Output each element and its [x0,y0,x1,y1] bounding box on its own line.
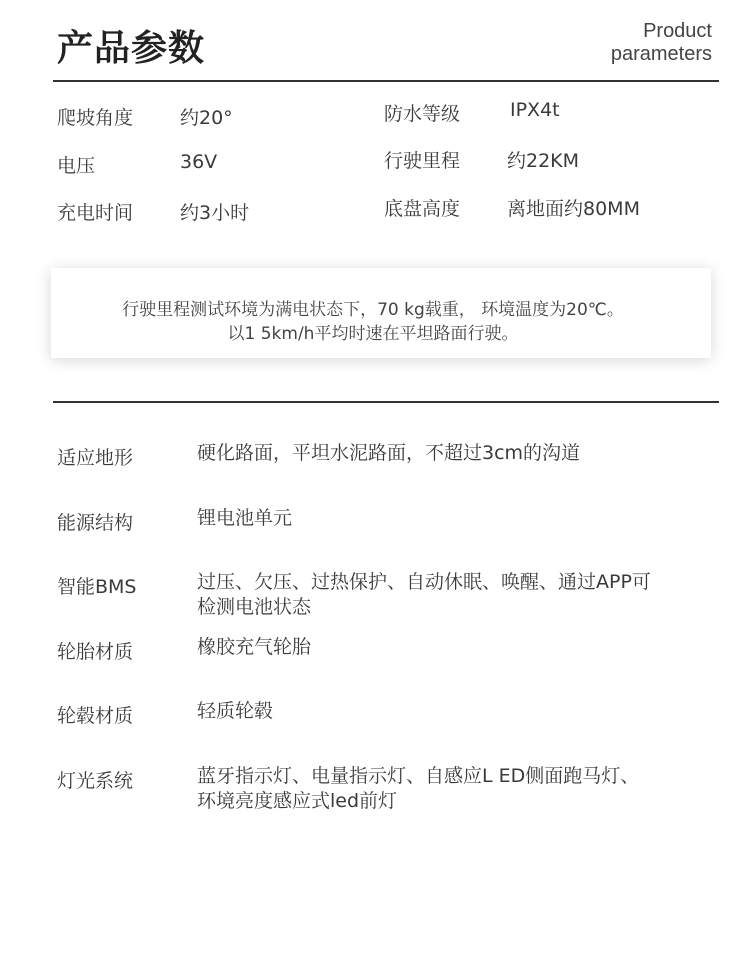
spec-label-waterproof: 防水等级 [384,103,461,125]
spec-label-climb-angle: 爬坡角度 [57,107,134,129]
subtitle-line-2: parameters [610,43,712,65]
feature-value-energy [197,506,697,531]
feature-value-line: 橡胶充气轮胎 [197,636,312,658]
spec-value-voltage: 36V [180,151,218,173]
feature-label-terrain: 适应地形 [57,447,134,469]
page-title: 产品参数 [57,28,206,69]
spec-value-chassis-height: 离地面约80MM [507,198,640,220]
spec-value-range: 约22KM [507,150,580,172]
feature-value-line: 蓝牙指示灯、电量指示灯、自感应L ED侧面跑马灯、 [197,765,640,787]
spec-label-range: 行驶里程 [384,150,461,172]
test-note-line-2: 以1 5km/h平均时速在平坦路面行驶。 [227,324,519,344]
test-note-box [51,268,711,358]
spec-value-climb-angle: 约20° [180,107,233,129]
subtitle-line-1: Product [643,20,712,42]
feature-label-bms: 智能BMS [57,576,137,598]
spec-label-voltage: 电压 [57,155,96,177]
spec-label-chassis-height: 底盘高度 [384,198,461,220]
feature-value-tire [197,635,697,660]
feature-value-lighting [197,764,697,814]
spec-value-waterproof: IPX4t [510,99,560,121]
feature-value-hub [197,699,697,724]
feature-label-hub: 轮毂材质 [57,705,134,727]
spec-label-charge-time: 充电时间 [57,202,134,224]
feature-label-tire: 轮胎材质 [57,641,134,663]
feature-value-line: 过压、欠压、过热保护、自动休眠、唤醒、通过APP可 [197,571,651,593]
feature-value-line: 环境亮度感应式led前灯 [197,790,398,812]
middle-divider [53,401,719,403]
feature-value-line: 锂电池单元 [197,507,293,529]
feature-value-line: 轻质轮毂 [197,700,274,722]
feature-value-line: 检测电池状态 [197,596,312,618]
page-subtitle [611,20,712,66]
top-divider [53,80,719,82]
feature-value-line: 硬化路面，平坦水泥路面，不超过3cm的沟道 [197,442,581,464]
spec-value-charge-time: 约3小时 [180,202,250,224]
feature-label-energy: 能源结构 [57,512,134,534]
feature-label-lighting: 灯光系统 [57,770,134,792]
feature-value-terrain [197,441,697,466]
feature-value-bms [197,570,697,620]
test-note-line-1: 行驶里程测试环境为满电状态下，70 kg载重， 环境温度为20℃。 [122,300,624,320]
